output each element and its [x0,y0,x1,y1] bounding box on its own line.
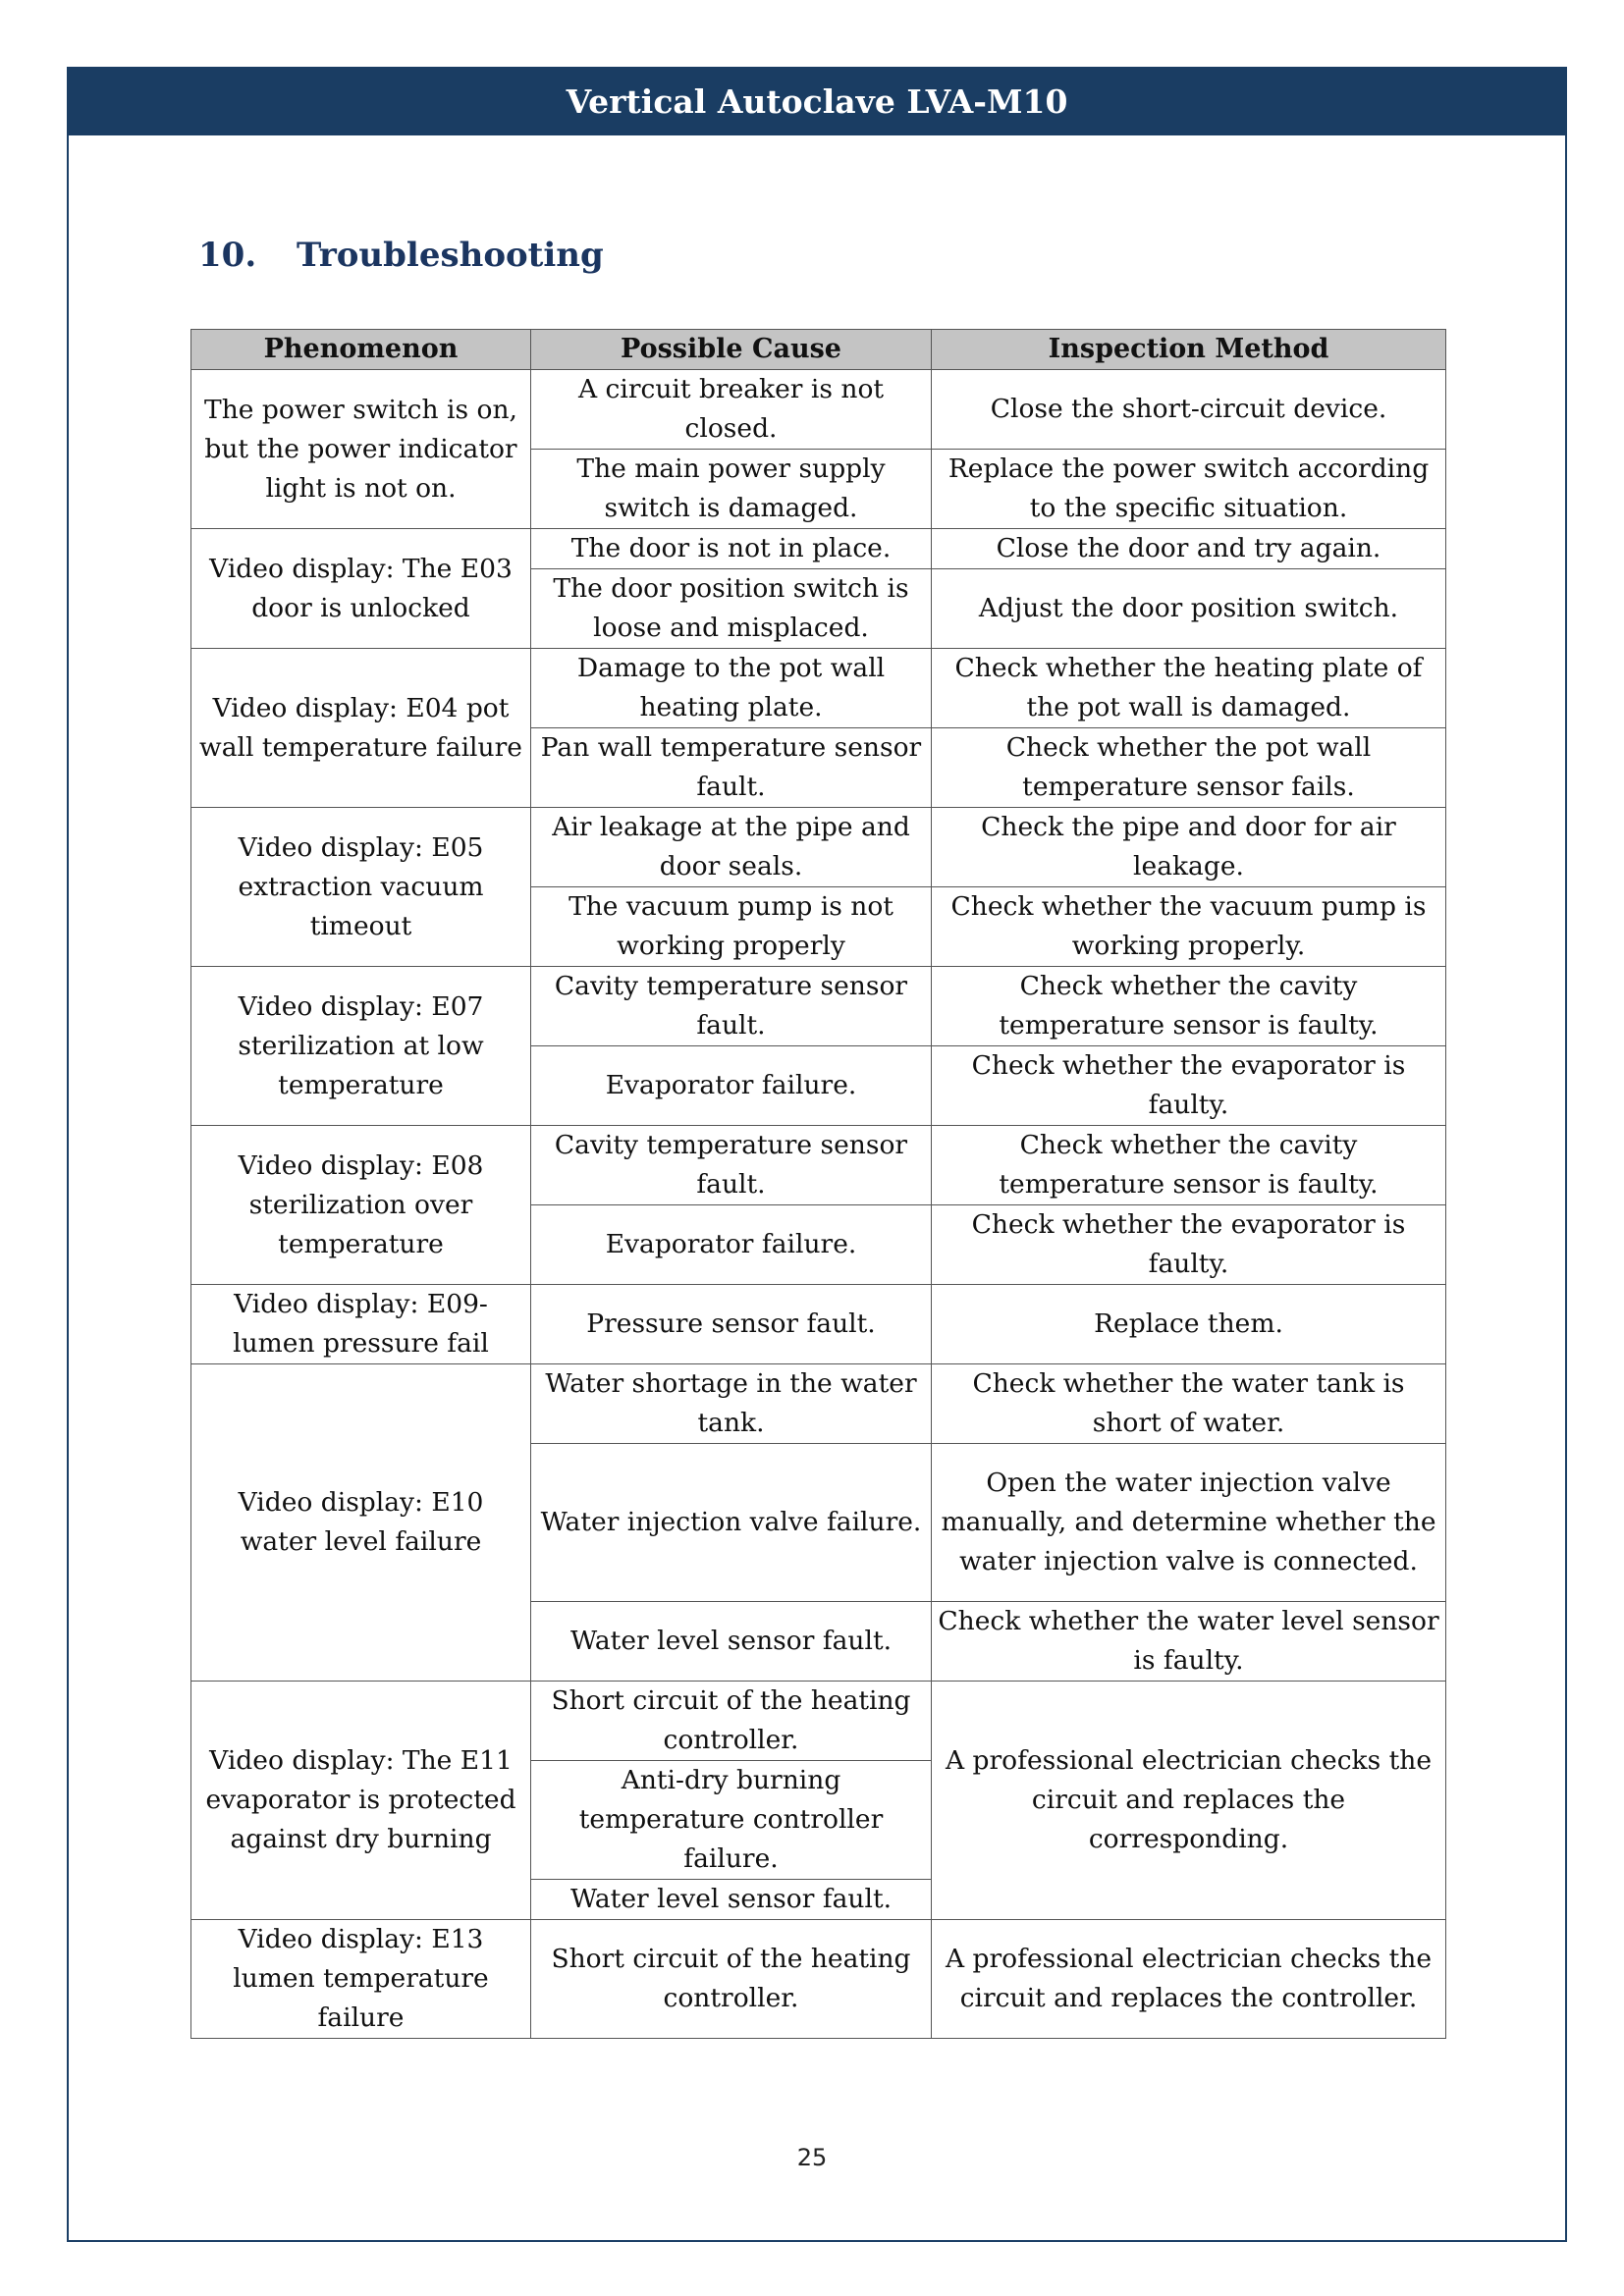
section-heading [198,236,604,275]
cause-cell: The vacuum pump is not working properly [531,887,932,967]
cause-cell: Water injection valve failure. [531,1444,932,1602]
cause-cell: Evaporator failure. [531,1205,932,1285]
cause-cell: Evaporator failure. [531,1046,932,1126]
table-row [191,1364,1446,1444]
table-row [191,967,1446,1046]
cause-cell: Cavity temperature sensor fault. [531,1126,932,1205]
phenomenon-cell: Video display: The E03 door is unlocked [191,529,531,649]
table-row [191,1285,1446,1364]
cause-cell: Air leakage at the pipe and door seals. [531,808,932,887]
method-cell: Check whether the water level sensor is faulty. [932,1602,1446,1682]
cause-cell: The door position switch is loose and misplaced. [531,569,932,649]
cause-cell: Pan wall temperature sensor fault. [531,728,932,808]
method-cell: Adjust the door position switch. [932,569,1446,649]
table-row [191,529,1446,569]
cause-cell: Water level sensor fault. [531,1880,932,1920]
method-cell: A professional electrician checks the circuit and replaces the controller. [932,1920,1446,2039]
column-header: Inspection Method [932,330,1446,370]
method-cell: Open the water injection valve manually, and determine whether the water injection valve is connected. [932,1444,1446,1602]
phenomenon-cell: Video display: E05 extraction vacuum timeout [191,808,531,967]
section-title: Troubleshooting [297,236,604,275]
method-cell: Check whether the pot wall temperature sensor fails. [932,728,1446,808]
method-cell: Check whether the evaporator is faulty. [932,1205,1446,1285]
phenomenon-cell: The power switch is on, but the power indicator light is not on. [191,370,531,529]
phenomenon-cell: Video display: The E11 evaporator is protected against dry burning [191,1682,531,1920]
document-header [67,67,1567,135]
phenomenon-cell: Video display: E09-lumen pressure fail [191,1285,531,1364]
table-row [191,370,1446,450]
table-row [191,1126,1446,1205]
table-row [191,1920,1446,2039]
table-header-row [191,330,1446,370]
cause-cell: Water shortage in the water tank. [531,1364,932,1444]
troubleshooting-table [190,329,1446,2039]
cause-cell: Pressure sensor fault. [531,1285,932,1364]
method-cell: Check whether the water tank is short of water. [932,1364,1446,1444]
method-cell: Check whether the heating plate of the pot wall is damaged. [932,649,1446,728]
method-cell: Close the short-circuit device. [932,370,1446,450]
cause-cell: Damage to the pot wall heating plate. [531,649,932,728]
phenomenon-cell: Video display: E13 lumen temperature failure [191,1920,531,2039]
phenomenon-cell: Video display: E07 sterilization at low temperature [191,967,531,1126]
cause-cell: Short circuit of the heating controller. [531,1682,932,1761]
method-cell: Check whether the cavity temperature sensor is faulty. [932,967,1446,1046]
table-row [191,649,1446,728]
cause-cell: Water level sensor fault. [531,1602,932,1682]
method-cell: Check whether the evaporator is faulty. [932,1046,1446,1126]
cause-cell: Short circuit of the heating controller. [531,1920,932,2039]
cause-cell: Anti-dry burning temperature controller failure. [531,1761,932,1880]
method-cell: Check whether the vacuum pump is working properly. [932,887,1446,967]
phenomenon-cell: Video display: E04 pot wall temperature failure [191,649,531,808]
section-number: 10. [198,236,257,275]
method-cell: Replace them. [932,1285,1446,1364]
cause-cell: The main power supply switch is damaged. [531,450,932,529]
table-row [191,808,1446,887]
method-cell: A professional electrician checks the circuit and replaces the corresponding. [932,1682,1446,1920]
page-number: 25 [796,2144,828,2171]
column-header: Possible Cause [531,330,932,370]
phenomenon-cell: Video display: E08 sterilization over temperature [191,1126,531,1285]
method-cell: Check whether the cavity temperature sensor is faulty. [932,1126,1446,1205]
column-header: Phenomenon [191,330,531,370]
table-row [191,1682,1446,1761]
method-cell: Check the pipe and door for air leakage. [932,808,1446,887]
cause-cell: A circuit breaker is not closed. [531,370,932,450]
cause-cell: The door is not in place. [531,529,932,569]
phenomenon-cell: Video display: E10 water level failure [191,1364,531,1682]
document-title: Vertical Autoclave LVA-M10 [566,81,1068,121]
method-cell: Close the door and try again. [932,529,1446,569]
cause-cell: Cavity temperature sensor fault. [531,967,932,1046]
method-cell: Replace the power switch according to the specific situation. [932,450,1446,529]
